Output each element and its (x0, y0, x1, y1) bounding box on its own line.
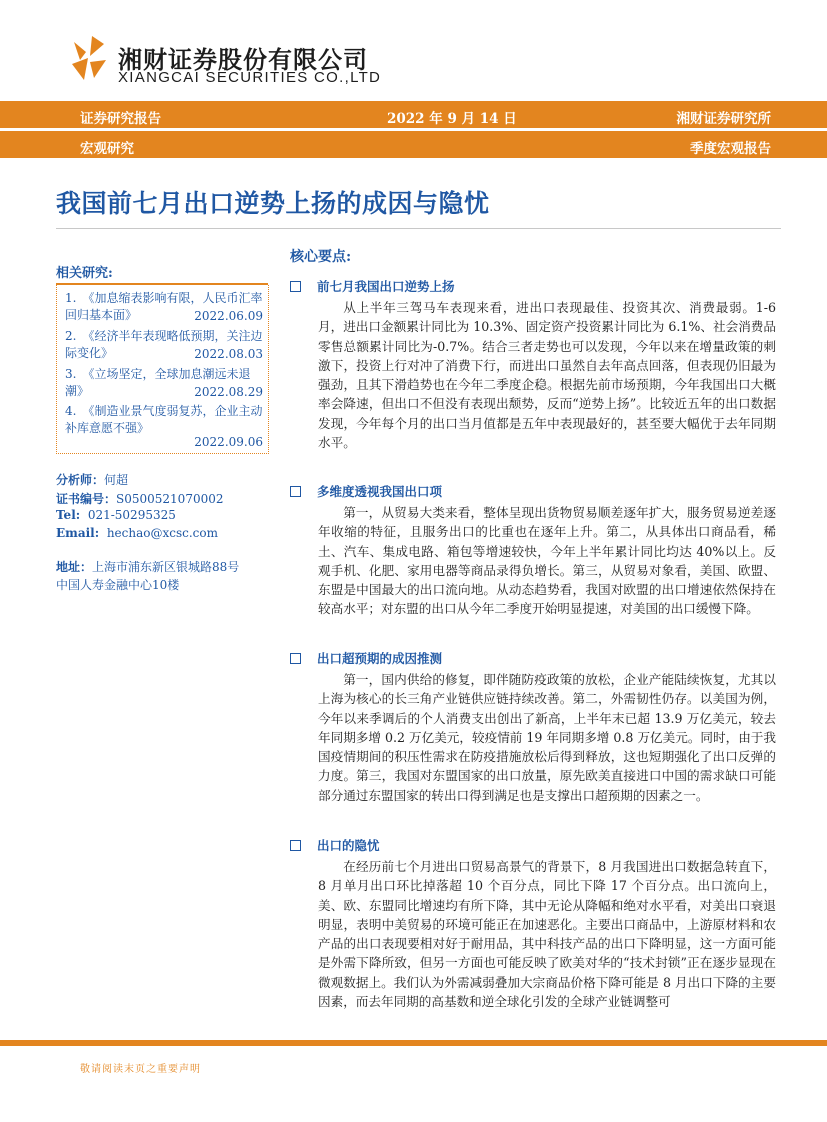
key-points-heading: 核心要点: (290, 249, 352, 265)
report-date: 2022 年 9 月 14 日 (387, 111, 517, 127)
related-item-3[interactable]: 3. 《立场坚定，全球加息潮远未退潮》 (65, 367, 251, 398)
cert-label: 证书编号： (56, 492, 117, 506)
section-title-3: 出口超预期的成因推测 (317, 651, 443, 666)
related-item-4[interactable]: 4. 《制造业景气度弱复苏，企业主动补库意愿不强》 (65, 404, 263, 435)
email-line (56, 526, 218, 540)
company-name-cn: 湘财证券股份有限公司 (118, 46, 368, 74)
email-value[interactable]: hechao@xcsc.com (106, 526, 218, 540)
footer-disclaimer: 敬请阅读末页之重要声明 (80, 1064, 201, 1075)
analyst-name: 何超 (104, 473, 129, 487)
company-logo-icon (68, 34, 108, 84)
section-heading-2 (290, 482, 442, 500)
section-heading-4 (290, 836, 380, 854)
address-label: 地址： (56, 560, 93, 574)
header-bar-secondary (0, 131, 827, 158)
tel-line (56, 508, 176, 522)
checkbox-bullet-icon (290, 486, 301, 497)
cert-value: S0500521070002 (116, 492, 224, 506)
related-research-heading: 相关研究: (56, 266, 113, 281)
report-type: 证券研究报告 (80, 111, 161, 127)
address-line-2: 中国人寿金融中心10楼 (56, 578, 180, 592)
section-title-4: 出口的隐忧 (317, 838, 380, 853)
section-body-4: 在经历前七个月进出口贸易高景气的背景下，8 月我国进出口数据急转直下，8 月单月出口环比掉落超 10 个百分点，同比下降 17 个百分点。出口流向上，美、欧、东盟同比增速均有所下降，其中无论从降幅和绝对水平看，对美出口衰退明显，表明中美贸易的环境可能正在加速恶化。主要出口商品中，上游原材料和农产品的出口表现要相对好于耐用品，其中科技产品的出口下降明显，这一方面可能是外需下降所致，但另一方面也可能反映了欧美对华的“技术封锁”正在逐步显现在微观数据上。我们认为外需减弱叠加大宗商品价格下降可能是 8 月出口下降的主要因素，而去年同期的高基数和逆全球化引发的全球产业链调整可 (318, 859, 776, 1010)
section-body-2: 第一，从贸易大类来看，整体呈现出货物贸易顺差逐年扩大，服务贸易逆差逐年收缩的特征，且服务出口的比重也在逐年上升。第二，从具体出口商品看，稀土、汽车、集成电路、箱包等增速较快，今年上半年累计同比均达 40%以上。反观手机、化肥、家用电器等商品录得负增长。第三，从贸易对象看，美国、欧盟、东盟是中国最大的出口流向地。从动态趋势看，我国对欧盟的出口增速依然保持在较高水平；对东盟的出口从今年二季度开始明显提速，对美国的出口缓慢下降。 (318, 505, 776, 617)
checkbox-bullet-icon (290, 281, 301, 292)
footer-bar (0, 1040, 827, 1046)
address-value-1: 上海市浦东新区银城路88号 (92, 560, 240, 574)
related-item-4-date: 2022.09.06 (194, 435, 263, 449)
research-category: 宏观研究 (80, 141, 134, 157)
tel-label: Tel: (56, 508, 81, 522)
section-title-1: 前七月我国出口逆势上扬 (317, 279, 455, 294)
related-research-list (56, 285, 269, 454)
section-heading-3 (290, 649, 442, 667)
company-name-en: XIANGCAI SECURITIES CO.,LTD (118, 69, 382, 86)
analyst-label: 分析师： (56, 473, 105, 487)
title-divider (56, 228, 781, 229)
related-item-3-date: 2022.08.29 (194, 385, 263, 399)
checkbox-bullet-icon (290, 840, 301, 851)
institute-name: 湘财证券研究所 (676, 111, 771, 127)
section-body-3: 第一，国内供给的修复，即伴随防疫政策的放松，企业产能陆续恢复，尤其以上海为核心的长三角产业链供应链持续改善。第二，外需韧性仍存。以美国为例，今年以来季调后的个人消费支出创出了新高，上半年末已超 13.9 万亿美元，较去年同期多增 0.2 万亿美元，较疫情前 19 年同期多增 0.8 万亿美元。同时，由于我国疫情期间的积压性需求在防疫措施放松后得到释放，这也短期强化了出口反弹的力度。第三，我国对东盟国家的出口放量，原先欧美直接进口中国的需求缺口可能部分通过东盟国家的转出口得到满足也是支撑出口超预期的因素之一。 (318, 672, 776, 803)
cert-line (56, 490, 224, 507)
analyst-line (56, 471, 128, 488)
related-item-2-date: 2022.08.03 (194, 347, 263, 361)
header-bar-primary (0, 101, 827, 128)
checkbox-bullet-icon (290, 653, 301, 664)
tel-value: 021-50295325 (87, 508, 176, 522)
section-body-1: 从上半年三驾马车表现来看，进出口表现最佳、投资其次、消费最弱。1-6 月，进出口金额累计同比为 10.3%、固定资产投资累计同比为 6.1%、社会消费品零售总额累计同比为-0.7%。结合三者走势也可以发现，今年以来在增量政策的刺激下，投资上行对冲了消费下行，而进出口虽然自去年高点回落，但表现仍旧最为强劲，且其下滑趋势也在今年二季度企稳。根据先前市场预期，今年我国出口大概率会降速，但出口不但没有表现出颓势，反而“逆势上扬”。比较近五年的出口数据发现，今年每个月的出口当月值都是五年中表现最好的，甚至要大幅优于去年同期水平。 (318, 300, 776, 451)
report-title: 我国前七月出口逆势上扬的成因与隐忧 (56, 189, 490, 218)
report-subcategory: 季度宏观报告 (690, 141, 771, 157)
section-heading-1 (290, 277, 455, 295)
section-title-2: 多维度透视我国出口项 (317, 484, 443, 499)
related-item-1[interactable]: 1. 《加息缩表影响有限，人民币汇率回归基本面》 (65, 291, 263, 322)
related-item-2[interactable]: 2. 《经济半年表现略低预期，关注边际变化》 (65, 329, 263, 360)
email-label: Email: (56, 526, 100, 540)
related-item-1-date: 2022.06.09 (194, 309, 263, 323)
address-line-1 (56, 558, 239, 575)
